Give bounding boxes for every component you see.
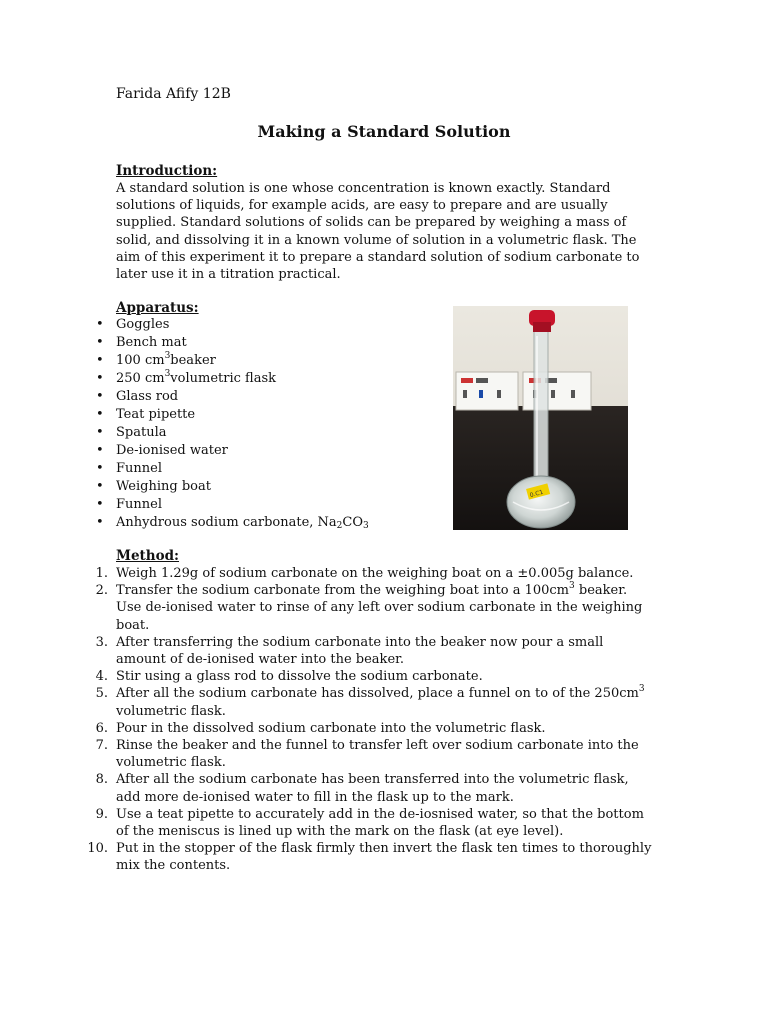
step-text: Weigh 1.29g of sodium carbonate on the weighing boat on a ±0.005g balance. bbox=[116, 566, 634, 581]
list-item bbox=[96, 370, 369, 388]
list-item bbox=[96, 406, 369, 424]
step-number: 1. bbox=[95, 566, 108, 581]
superscript: 3 bbox=[569, 581, 575, 592]
step-text: After transferring the sodium carbonate into the beaker now pour a small amount of de-ionised water into the beaker. bbox=[116, 634, 604, 668]
item-text: Goggles bbox=[116, 317, 170, 332]
bullet: • bbox=[96, 425, 104, 440]
step-number: 4. bbox=[95, 669, 108, 685]
superscript: 3 bbox=[164, 351, 171, 361]
bullet: • bbox=[96, 389, 104, 404]
volumetric-flask-photo bbox=[453, 306, 628, 530]
list-item bbox=[96, 496, 369, 514]
list-item bbox=[82, 582, 652, 634]
step-text: beaker. Use de-ionised water to rinse of any left over sodium carbonate in the weighing boat. bbox=[116, 583, 643, 633]
list-item bbox=[82, 806, 652, 840]
superscript: 3 bbox=[638, 684, 645, 695]
step-text: After all the sodium carbonate has been transferred into the volumetric flask, add more de-ionised water to fill in the flask up to the mark. bbox=[116, 772, 629, 805]
item-text: Bench mat bbox=[116, 335, 187, 350]
step-number: 8. bbox=[95, 772, 108, 788]
step-text: Rinse the beaker and the funnel to transfer left over sodium carbonate into the volumetric flask. bbox=[116, 738, 639, 771]
list-item bbox=[96, 424, 369, 442]
item-text: 100 cm bbox=[116, 353, 165, 368]
list-item bbox=[96, 478, 369, 496]
item-text: De-ionised water bbox=[116, 443, 228, 458]
list-item bbox=[96, 334, 369, 352]
list-item bbox=[96, 460, 369, 478]
step-text: volumetric flask. bbox=[116, 703, 226, 719]
item-text: CO bbox=[342, 515, 363, 530]
step-text: Use a teat pipette to accurately add in the de-iosnised water, so that the bottom of the meniscus is lined up with the mark on the flask (at eye level). bbox=[116, 806, 644, 840]
step-number: 5. bbox=[95, 686, 108, 702]
item-text: volumetric flask bbox=[170, 371, 276, 386]
step-number: 3. bbox=[95, 634, 108, 650]
apparatus-list bbox=[96, 316, 369, 532]
page-title: Making a Standard Solution bbox=[257, 122, 511, 141]
bullet: • bbox=[96, 407, 104, 422]
list-item bbox=[82, 720, 652, 737]
list-item bbox=[82, 771, 652, 805]
bullet: • bbox=[96, 479, 104, 494]
step-text: Pour in the dissolved sodium carbonate into the volumetric flask. bbox=[116, 720, 546, 736]
list-item bbox=[96, 442, 369, 460]
step-number: 6. bbox=[95, 720, 108, 736]
list-item bbox=[96, 514, 369, 532]
list-item bbox=[82, 840, 652, 874]
step-text: Put in the stopper of the flask firmly then invert the flask ten times to thoroughly mix the contents. bbox=[116, 841, 652, 874]
step-number: 9. bbox=[95, 806, 108, 822]
step-text: Transfer the sodium carbonate from the weighing boat into a 100cm bbox=[116, 583, 569, 599]
step-number: 2. bbox=[95, 583, 108, 599]
item-text: Glass rod bbox=[116, 389, 179, 404]
list-item bbox=[82, 685, 652, 719]
bullet: • bbox=[96, 497, 104, 512]
introduction-heading: Introduction: bbox=[116, 163, 218, 179]
method-list bbox=[82, 565, 652, 875]
flask-label-text: 0.C1 bbox=[529, 488, 545, 500]
item-text: Anhydrous sodium carbonate, Na bbox=[116, 515, 337, 530]
list-item bbox=[82, 634, 652, 668]
superscript: 3 bbox=[164, 369, 171, 379]
list-item bbox=[82, 565, 652, 582]
step-text: After all the sodium carbonate has dissolved, place a funnel on to of the 250cm bbox=[116, 686, 639, 702]
item-text: Funnel bbox=[116, 461, 162, 476]
item-text: beaker bbox=[170, 353, 216, 368]
list-item bbox=[82, 668, 652, 685]
method-heading: Method: bbox=[116, 548, 180, 564]
list-item bbox=[96, 316, 369, 334]
author-line: Farida Afify 12B bbox=[116, 86, 231, 102]
list-item bbox=[82, 737, 652, 771]
apparatus-heading: Apparatus: bbox=[116, 300, 199, 316]
item-text: 250 cm bbox=[116, 371, 165, 386]
bullet: • bbox=[96, 371, 104, 386]
subscript: 2 bbox=[336, 521, 343, 531]
step-number: 10. bbox=[87, 841, 108, 857]
step-number: 7. bbox=[95, 738, 108, 754]
item-text: Weighing boat bbox=[116, 479, 211, 494]
bullet: • bbox=[96, 353, 104, 368]
step-text: Stir using a glass rod to dissolve the sodium carbonate. bbox=[116, 669, 483, 685]
item-text: Funnel bbox=[116, 497, 162, 512]
flask-photo-illustration bbox=[453, 306, 628, 530]
bullet: • bbox=[96, 515, 104, 530]
bullet: • bbox=[96, 461, 104, 476]
bullet: • bbox=[96, 443, 104, 458]
list-item bbox=[96, 388, 369, 406]
item-text: Teat pipette bbox=[116, 407, 196, 422]
introduction-text: A standard solution is one whose concentration is known exactly. Standard solutions of liquids, for example acids, are easy to prepare and are usually supplied. Standard solutions of solids can be prepared by weighing a mass of solid, and dissolving it in a known volume of solution in a volumetric flask. The aim of this experiment it to prepare a standard solution of sodium carbonate to later use it in a titration practical. bbox=[116, 181, 640, 283]
item-text: Spatula bbox=[116, 425, 167, 440]
bullet: • bbox=[96, 335, 104, 350]
subscript: 3 bbox=[363, 521, 369, 531]
bullet: • bbox=[96, 317, 104, 332]
list-item bbox=[96, 352, 369, 370]
